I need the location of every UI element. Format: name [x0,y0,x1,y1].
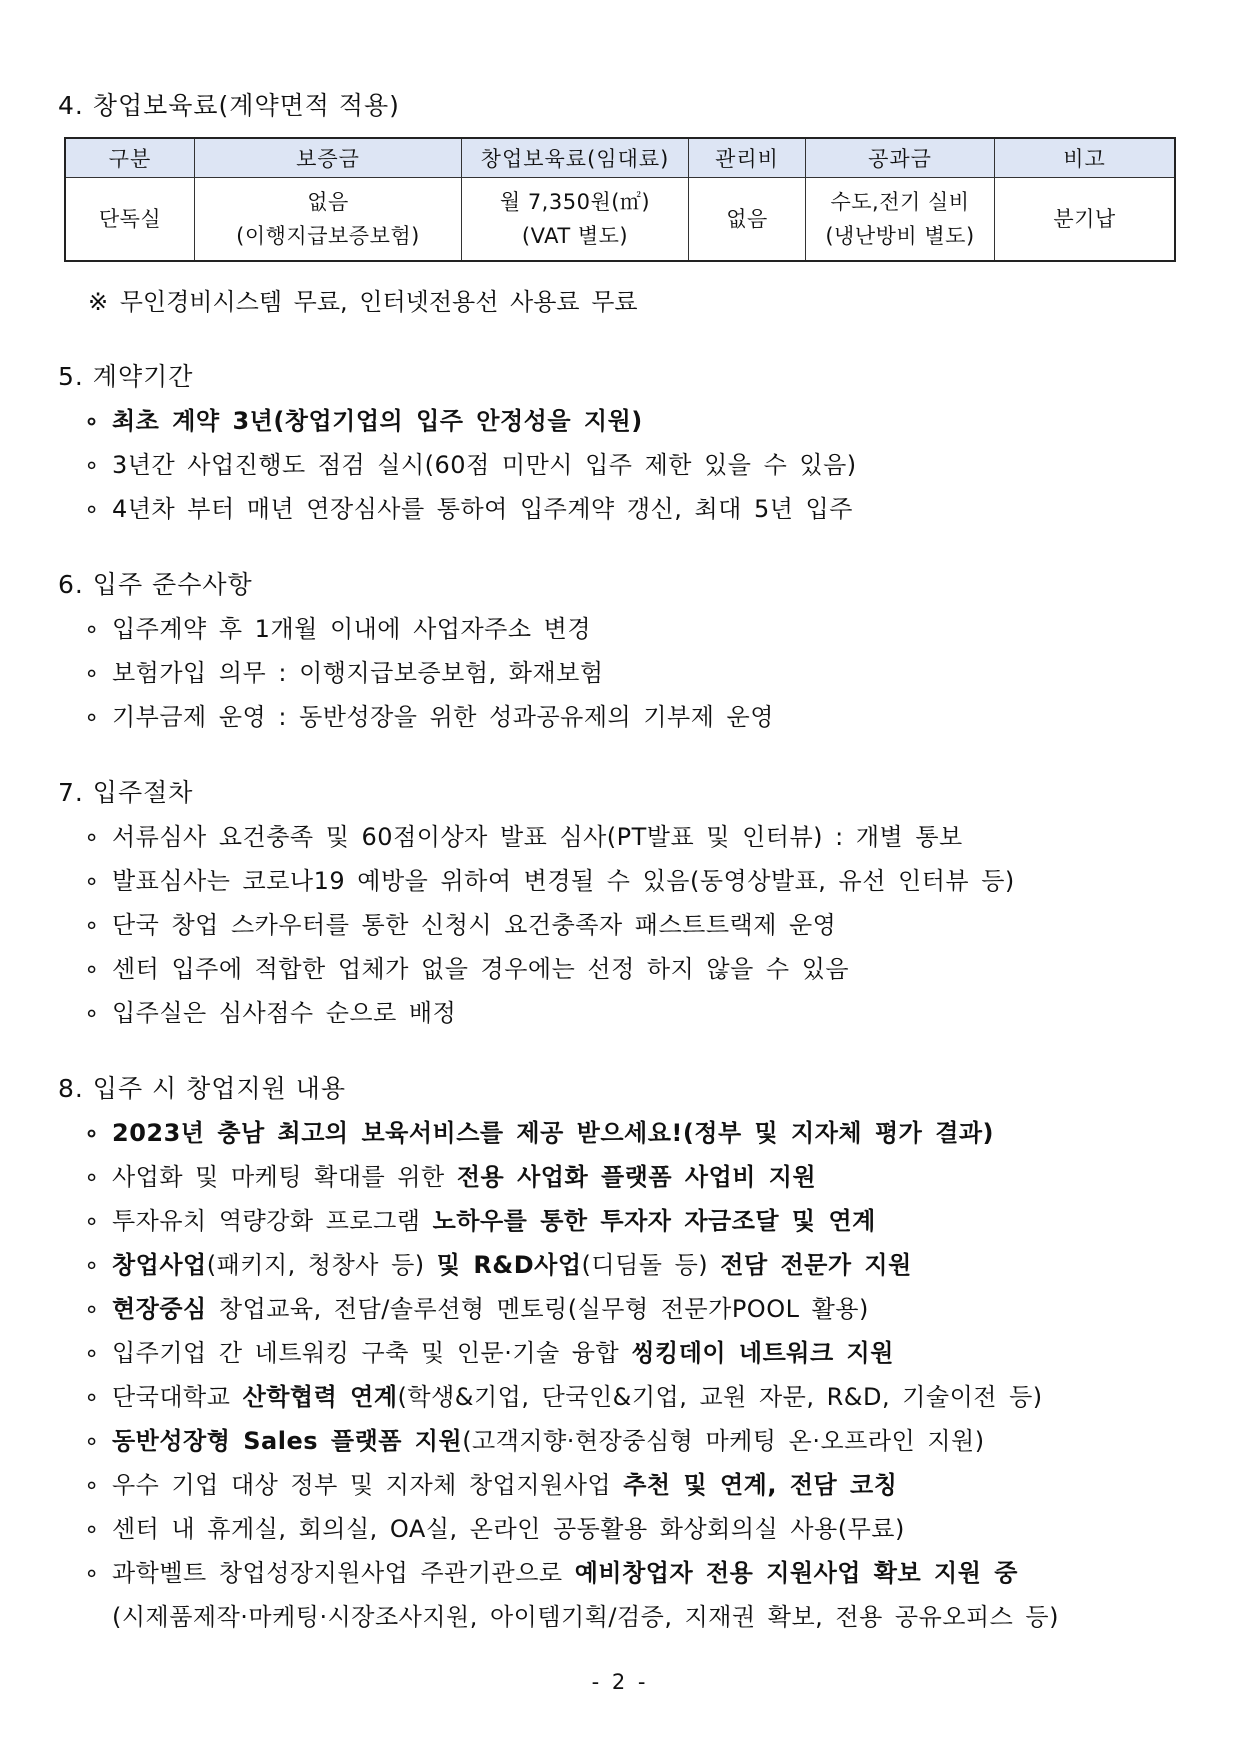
bullet-mark: ∘ [84,1339,100,1367]
list-item-text: 센터 내 휴게실, 회의실, OA실, 온라인 공동활용 화상회의실 사용(무료) [112,1515,905,1543]
header-remarks: 비고 [995,138,1176,178]
cell-deposit-line2: (이행지급보증보험) [236,224,420,248]
bullet-mark: ∘ [84,1471,100,1499]
list-item [84,1245,912,1280]
bullet-mark: ∘ [84,1559,100,1587]
bullet-mark: ∘ [84,407,100,435]
list-item-text: 4년차 부터 매년 연장심사를 통하여 입주계약 갱신, 최대 5년 입주 [112,495,853,523]
cell-remarks: 분기납 [995,178,1176,262]
list-item-text: 사업화 및 마케팅 확대를 위한 [112,1163,457,1191]
bullet-mark: ∘ [84,999,100,1027]
list-item [84,1113,994,1148]
section-5-title: 5. 계약기간 [58,362,194,391]
list-item-continuation: (시제품제작·마케팅·시장조사지원, 아이템기획/검증, 지재권 확보, 전용 공유오피스 등) [112,1603,1059,1631]
list-item-text: 서류심사 요건충족 및 60점이상자 발표 심사(PT발표 및 인터뷰) : 개별 통보 [112,823,963,851]
header-management: 관리비 [689,138,806,178]
bullet-mark: ∘ [84,659,100,687]
bullet-mark: ∘ [84,1427,100,1455]
section-6-title: 6. 입주 준수사항 [58,570,253,599]
list-item [84,993,456,1028]
list-item-text: 2023년 충남 최고의 보육서비스를 제공 받으세요!(정부 및 지자체 평가 결과) [112,1119,995,1147]
header-utilities: 공과금 [806,138,995,178]
cell-fee [462,178,689,262]
list-item-text: 투자유치 역량강화 프로그램 [112,1207,433,1235]
list-item [84,1289,869,1324]
cell-management: 없음 [689,178,806,262]
fee-table [64,137,1176,262]
list-item-text: 단국 창업 스카우터를 통한 신청시 요건충족자 패스트트랙제 운영 [112,911,837,939]
list-item-emphasis: 산학협력 연계 [242,1383,398,1411]
bullet-mark: ∘ [84,823,100,851]
cell-fee-line1: 월 7,350원(㎡) [499,190,651,214]
list-item-text: 입주계약 후 1개월 이내에 사업자주소 변경 [112,615,592,643]
list-item-emphasis: 추천 및 연계, 전담 코칭 [623,1471,898,1499]
list-item-text: (디딤돌 등) [581,1251,721,1279]
list-item-text: 우수 기업 대상 정부 및 지자체 창업지원사업 [112,1471,624,1499]
list-item-text: 과학벨트 창업성장지원사업 주관기관으로 [112,1559,575,1587]
list-item-emphasis: 현장중심 [112,1295,207,1323]
cell-deposit [195,178,462,262]
list-item-text: 창업교육, 전담/솔루션형 멘토링(실무형 전문가POOL 활용) [206,1295,869,1323]
section-4-title: 4. 창업보육료(계약면적 적용) [58,91,400,120]
list-item [84,905,836,940]
list-item-emphasis: 예비창업자 전용 지원사업 확보 지원 중 [574,1559,1018,1587]
bullet-mark: ∘ [84,703,100,731]
bullet-mark: ∘ [84,1383,100,1411]
bullet-mark: ∘ [84,867,100,895]
bullet-mark: ∘ [84,955,100,983]
list-item [84,1333,894,1368]
list-item-text: (고객지향·현장중심형 마케팅 온·오프라인 지원) [462,1427,985,1455]
list-item-emphasis: 전용 사업화 플랫폼 사업비 지원 [456,1163,817,1191]
cell-utilities-line1: 수도,전기 실비 [830,190,970,214]
list-item [84,1553,1018,1588]
list-item-emphasis: 창업사업 [112,1251,207,1279]
list-item [84,1465,897,1500]
cell-deposit-line1: 없음 [307,190,349,214]
bullet-mark: ∘ [84,495,100,523]
cell-fee-line2: (VAT 별도) [521,224,629,248]
list-item-text: 단국대학교 [112,1383,243,1411]
bullet-mark: ∘ [84,451,100,479]
list-item-emphasis: 노하우를 통한 투자자 자금조달 및 연계 [432,1207,876,1235]
header-deposit: 보증금 [195,138,462,178]
list-item-emphasis: 동반성장형 Sales 플랫폼 지원 [112,1427,463,1455]
list-item-text: 최초 계약 3년(창업기업의 입주 안정성을 지원) [112,407,643,435]
list-item-text: (학생&기업, 단국인&기업, 교원 자문, R&D, 기술이전 등) [397,1383,1043,1411]
list-item [84,817,963,852]
bullet-mark: ∘ [84,1119,100,1147]
section-4-note: ※ 무인경비시스템 무료, 인터넷전용선 사용료 무료 [88,288,638,316]
bullet-mark: ∘ [84,1295,100,1323]
list-item-text: 센터 입주에 적합한 업체가 없을 경우에는 선정 하지 않을 수 있음 [112,955,850,983]
list-item [84,1201,876,1236]
cell-utilities [806,178,995,262]
list-item-emphasis: 전담 전문가 지원 [720,1251,912,1279]
list-item [84,401,643,436]
list-item [84,697,774,732]
cell-type: 단독실 [65,178,195,262]
list-item [84,653,604,688]
list-item [84,445,857,480]
bullet-mark: ∘ [84,615,100,643]
list-item-text: 입주기업 간 네트워킹 구축 및 인문·기술 융합 [112,1339,632,1367]
list-item-text: 입주실은 심사점수 순으로 배정 [112,999,457,1027]
section-8-title: 8. 입주 시 창업지원 내용 [58,1074,346,1103]
list-item-text: 보험가입 의무 : 이행지급보증보험, 화재보험 [112,659,604,687]
list-item-text: 발표심사는 코로나19 예방을 위하여 변경될 수 있음(동영상발표, 유선 인터뷰 등) [112,867,1015,895]
list-item [84,609,591,644]
list-item [84,949,849,984]
list-item-text: (패키지, 청창사 등) [206,1251,437,1279]
fee-table-header-row [65,138,1175,178]
table-row [65,178,1175,262]
section-7-title: 7. 입주절차 [58,778,194,807]
bullet-mark: ∘ [84,911,100,939]
list-item [84,1509,905,1544]
list-item-text: 3년간 사업진행도 점검 실시(60점 미만시 입주 제한 있을 수 있음) [112,451,857,479]
list-item-emphasis: 및 R&D사업 [436,1251,582,1279]
list-item [84,1421,985,1456]
cell-utilities-line2: (냉난방비 별도) [825,224,975,248]
list-item-emphasis: 씽킹데이 네트워크 지원 [631,1339,894,1367]
bullet-mark: ∘ [84,1163,100,1191]
header-fee: 창업보육료(임대료) [462,138,689,178]
bullet-mark: ∘ [84,1515,100,1543]
list-item [84,1157,816,1192]
list-item [84,489,853,524]
list-item [84,861,1015,896]
page-number: - 2 - [591,1670,649,1694]
bullet-mark: ∘ [84,1207,100,1235]
header-type: 구분 [65,138,195,178]
list-item-text: 기부금제 운영 : 동반성장을 위한 성과공유제의 기부제 운영 [112,703,774,731]
list-item [84,1377,1043,1412]
bullet-mark: ∘ [84,1251,100,1279]
